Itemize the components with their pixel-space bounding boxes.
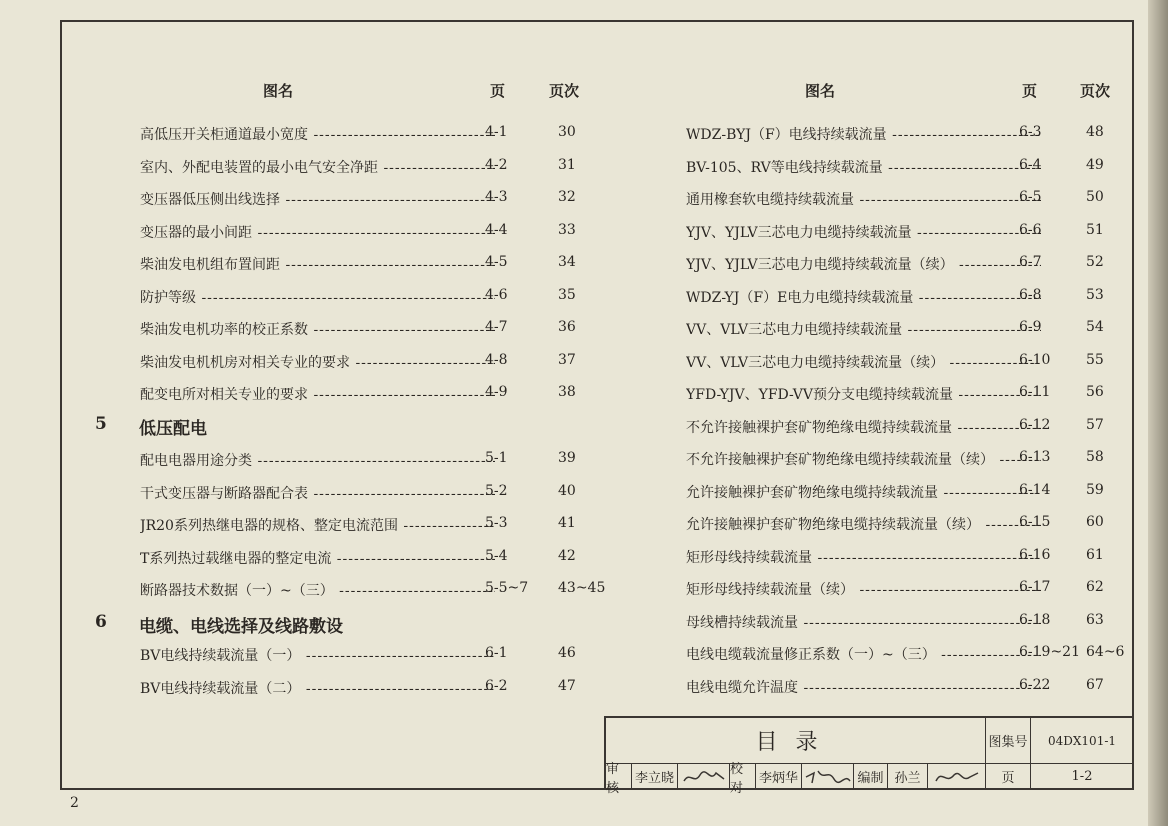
- toc-title: 变压器低压侧出线选择 -----: [140, 189, 495, 209]
- toc-row: [140, 222, 618, 246]
- toc-title: 不允许接触裸护套矿物绝缘电缆持续载流量（续） -----: [686, 449, 1041, 469]
- section-number: 6: [95, 612, 107, 632]
- toc-row: [140, 483, 618, 507]
- toc-row: [140, 645, 618, 669]
- review-label: 审核: [606, 764, 632, 790]
- page-value: 1-2: [1031, 764, 1134, 790]
- toc-page: 6-15: [1019, 514, 1051, 530]
- toc-title: JR20系列热继电器的规格、整定电流范围 -----: [140, 515, 495, 535]
- toc-page: 5-1: [485, 450, 508, 466]
- toc-page: 4-4: [485, 221, 508, 238]
- atlas-number: 04DX101-1: [1031, 718, 1134, 764]
- toc-page-index: 47: [558, 677, 576, 694]
- toc-row: [686, 482, 1146, 506]
- toc-title: YFD-YJV、YFD-VV预分支电缆持续载流量 -----: [686, 384, 1041, 404]
- book-spine-shadow: [1148, 0, 1168, 826]
- toc-page: 6-14: [1019, 481, 1051, 498]
- toc-page-index: 59: [1086, 481, 1104, 498]
- toc-page-index: 50: [1086, 189, 1104, 205]
- toc-row: [686, 612, 1146, 636]
- toc-title: VV、VLV三芯电力电缆持续载流量（续） -----: [686, 352, 1041, 372]
- toc-row: [686, 644, 1146, 668]
- toc-title: BV-105、RV等电线持续载流量 -----: [686, 157, 1041, 177]
- section-5-heading: [95, 414, 395, 438]
- toc-page: 6-19~21: [1019, 644, 1080, 660]
- toc-row: [686, 514, 1146, 538]
- toc-page: 6-16: [1019, 546, 1051, 563]
- toc-page-index: 37: [558, 351, 576, 368]
- toc-page-index: 58: [1086, 449, 1104, 465]
- toc-page-index: 42: [558, 547, 576, 564]
- toc-page: 4-6: [485, 286, 508, 303]
- reviewer-name: 李立晓: [632, 764, 678, 790]
- right-header-page: 页: [1022, 82, 1038, 100]
- toc-title: 配电电器用途分类 -----: [140, 450, 495, 470]
- check-label: 校对: [730, 764, 756, 790]
- toc-title: BV电线持续载流量（二） -----: [140, 678, 495, 698]
- toc-title: 电线电缆允许温度 -----: [686, 677, 1041, 697]
- toc-page-index: 31: [558, 156, 576, 173]
- toc-page-index: 56: [1086, 384, 1104, 400]
- toc-page-index: 63: [1086, 611, 1104, 628]
- toc-title: WDZ-YJ（F）E电力电缆持续载流量 -----: [686, 287, 1041, 307]
- toc-row: [686, 222, 1146, 246]
- toc-row: [686, 677, 1146, 701]
- toc-page-index: 53: [1086, 286, 1104, 303]
- toc-title: 室内、外配电装置的最小电气安全净距 -----: [140, 157, 495, 177]
- toc-title: 允许接触裸护套矿物绝缘电缆持续载流量（续） -----: [686, 514, 1041, 534]
- toc-title: 通用橡套软电缆持续载流量 -----: [686, 189, 1041, 209]
- toc-row: [140, 319, 618, 343]
- toc-row: [140, 580, 618, 604]
- toc-row: [140, 287, 618, 311]
- toc-row: [140, 515, 618, 539]
- toc-page: 6-7: [1019, 254, 1042, 270]
- toc-title: 干式变压器与断路器配合表 -----: [140, 483, 495, 503]
- toc-page: 6-8: [1019, 286, 1042, 303]
- toc-page: 5-3: [485, 515, 508, 531]
- toc-page-index: 32: [558, 189, 576, 205]
- toc-title: 电线电缆载流量修正系数（一）~（三） -----: [686, 644, 1041, 664]
- left-header-title: 图名: [263, 82, 294, 100]
- toc-row: [686, 547, 1146, 571]
- section-6-heading: [95, 612, 415, 636]
- toc-page-index: 61: [1086, 546, 1104, 563]
- toc-row: [686, 417, 1146, 441]
- toc-page: 4-5: [485, 254, 508, 270]
- signature-image: [804, 767, 852, 787]
- toc-page: 6-3: [1019, 124, 1042, 140]
- page-label: 页: [986, 764, 1031, 790]
- toc-title: 柴油发电机机房对相关专业的要求 -----: [140, 352, 495, 372]
- toc-row: [686, 449, 1146, 473]
- page-number: 2: [70, 795, 79, 811]
- toc-row: [686, 254, 1146, 278]
- toc-row: [140, 189, 618, 213]
- title-block: [604, 716, 1134, 796]
- toc-page-index: 48: [1086, 124, 1104, 140]
- toc-page-index: 35: [558, 286, 576, 303]
- toc-title: 高低压开关柜通道最小宽度 -----: [140, 124, 495, 144]
- toc-title: 矩形母线持续载流量（续） -----: [686, 579, 1041, 599]
- reviewer-signature: [678, 764, 730, 790]
- toc-title: 断路器技术数据（一）~（三） -----: [140, 580, 495, 600]
- toc-row: [686, 157, 1146, 181]
- atlas-label: 图集号: [986, 718, 1031, 764]
- toc-row: [686, 319, 1146, 343]
- toc-page: 4-7: [485, 319, 508, 335]
- section-name: 电缆、电线选择及线路敷设: [139, 617, 343, 637]
- checker-signature: [802, 764, 854, 790]
- toc-page: 4-8: [485, 351, 508, 368]
- toc-page-index: 39: [558, 450, 576, 466]
- toc-page: 6-4: [1019, 156, 1042, 173]
- toc-page: 6-10: [1019, 351, 1051, 368]
- toc-row: [140, 157, 618, 181]
- toc-page: 6-6: [1019, 221, 1042, 238]
- toc-page-index: 38: [558, 384, 576, 400]
- toc-title: WDZ-BYJ（F）电线持续载流量 -----: [686, 124, 1041, 144]
- toc-page: 6-18: [1019, 611, 1051, 628]
- left-header-page: 页: [490, 82, 506, 100]
- toc-title: T系列热过载继电器的整定电流 -----: [140, 548, 495, 568]
- toc-page: 4-2: [485, 156, 508, 173]
- toc-row: [140, 384, 618, 408]
- toc-page-index: 57: [1086, 416, 1104, 433]
- toc-row: [686, 189, 1146, 213]
- toc-page: 5-2: [485, 482, 508, 499]
- toc-row: [686, 384, 1146, 408]
- toc-page-index: 41: [558, 515, 576, 531]
- toc-page: 6-22: [1019, 676, 1051, 693]
- toc-page-index: 55: [1086, 351, 1104, 368]
- toc-title: 柴油发电机组布置间距 -----: [140, 254, 495, 274]
- toc-page: 5-5~7: [485, 580, 529, 596]
- toc-page: 6-11: [1019, 384, 1051, 400]
- toc-page: 6-1: [485, 645, 508, 661]
- toc-page-index: 49: [1086, 156, 1104, 173]
- toc-row: [686, 352, 1146, 376]
- draft-label: 编制: [854, 764, 888, 790]
- toc-title: 柴油发电机功率的校正系数 -----: [140, 319, 495, 339]
- toc-page: 4-9: [485, 384, 508, 400]
- catalog-title: 目录: [606, 718, 986, 764]
- toc-row: [140, 548, 618, 572]
- toc-page-index: 54: [1086, 319, 1104, 335]
- section-number: 5: [95, 414, 107, 434]
- toc-title: 防护等级 -----: [140, 287, 495, 307]
- signature-image: [682, 767, 726, 787]
- toc-title: 配变电所对相关专业的要求 -----: [140, 384, 495, 404]
- toc-page: 6-12: [1019, 416, 1051, 433]
- left-header-pagenum: 页次: [549, 82, 580, 100]
- toc-row: [140, 450, 618, 474]
- right-header-pagenum: 页次: [1080, 82, 1111, 100]
- toc-page-index: 62: [1086, 579, 1104, 595]
- toc-page: 4-1: [485, 124, 508, 140]
- toc-page-index: 67: [1086, 676, 1104, 693]
- toc-page: 5-4: [485, 547, 508, 564]
- toc-title: 变压器的最小间距 -----: [140, 222, 495, 242]
- toc-title: YJV、YJLV三芯电力电缆持续载流量（续） -----: [686, 254, 1041, 274]
- toc-page-index: 36: [558, 319, 576, 335]
- toc-page: 6-17: [1019, 579, 1051, 595]
- toc-page: 6-5: [1019, 189, 1042, 205]
- toc-row: [686, 579, 1146, 603]
- signature-image: [932, 767, 982, 787]
- toc-row: [140, 254, 618, 278]
- checker-name: 李炳华: [756, 764, 802, 790]
- toc-row: [140, 678, 618, 702]
- drafter-name: 孙兰: [888, 764, 928, 790]
- toc-page-index: 40: [558, 482, 576, 499]
- toc-page: 4-3: [485, 189, 508, 205]
- toc-page-index: 34: [558, 254, 576, 270]
- toc-row: [686, 287, 1146, 311]
- toc-page-index: 43~45: [558, 580, 606, 596]
- toc-page-index: 51: [1086, 221, 1104, 238]
- toc-page-index: 30: [558, 124, 576, 140]
- drafter-signature: [928, 764, 986, 790]
- toc-page-index: 52: [1086, 254, 1104, 270]
- toc-row: [140, 352, 618, 376]
- toc-title: YJV、YJLV三芯电力电缆持续载流量 -----: [686, 222, 1041, 242]
- toc-title: VV、VLV三芯电力电缆持续载流量 -----: [686, 319, 1041, 339]
- toc-page-index: 60: [1086, 514, 1104, 530]
- toc-page-index: 33: [558, 221, 576, 238]
- toc-title: 矩形母线持续载流量 -----: [686, 547, 1041, 567]
- section-name: 低压配电: [139, 419, 207, 439]
- toc-page: 6-13: [1019, 449, 1051, 465]
- toc-row: [686, 124, 1146, 148]
- toc-page-index: 64~6: [1086, 644, 1125, 660]
- toc-page-index: 46: [558, 645, 576, 661]
- toc-row: [140, 124, 618, 148]
- right-header-title: 图名: [805, 82, 836, 100]
- toc-title: 不允许接触裸护套矿物绝缘电缆持续载流量 -----: [686, 417, 1041, 437]
- toc-page: 6-9: [1019, 319, 1042, 335]
- toc-title: 允许接触裸护套矿物绝缘电缆持续载流量 -----: [686, 482, 1041, 502]
- toc-page: 6-2: [485, 677, 508, 694]
- toc-title: 母线槽持续载流量 -----: [686, 612, 1041, 632]
- toc-title: BV电线持续载流量（一） -----: [140, 645, 495, 665]
